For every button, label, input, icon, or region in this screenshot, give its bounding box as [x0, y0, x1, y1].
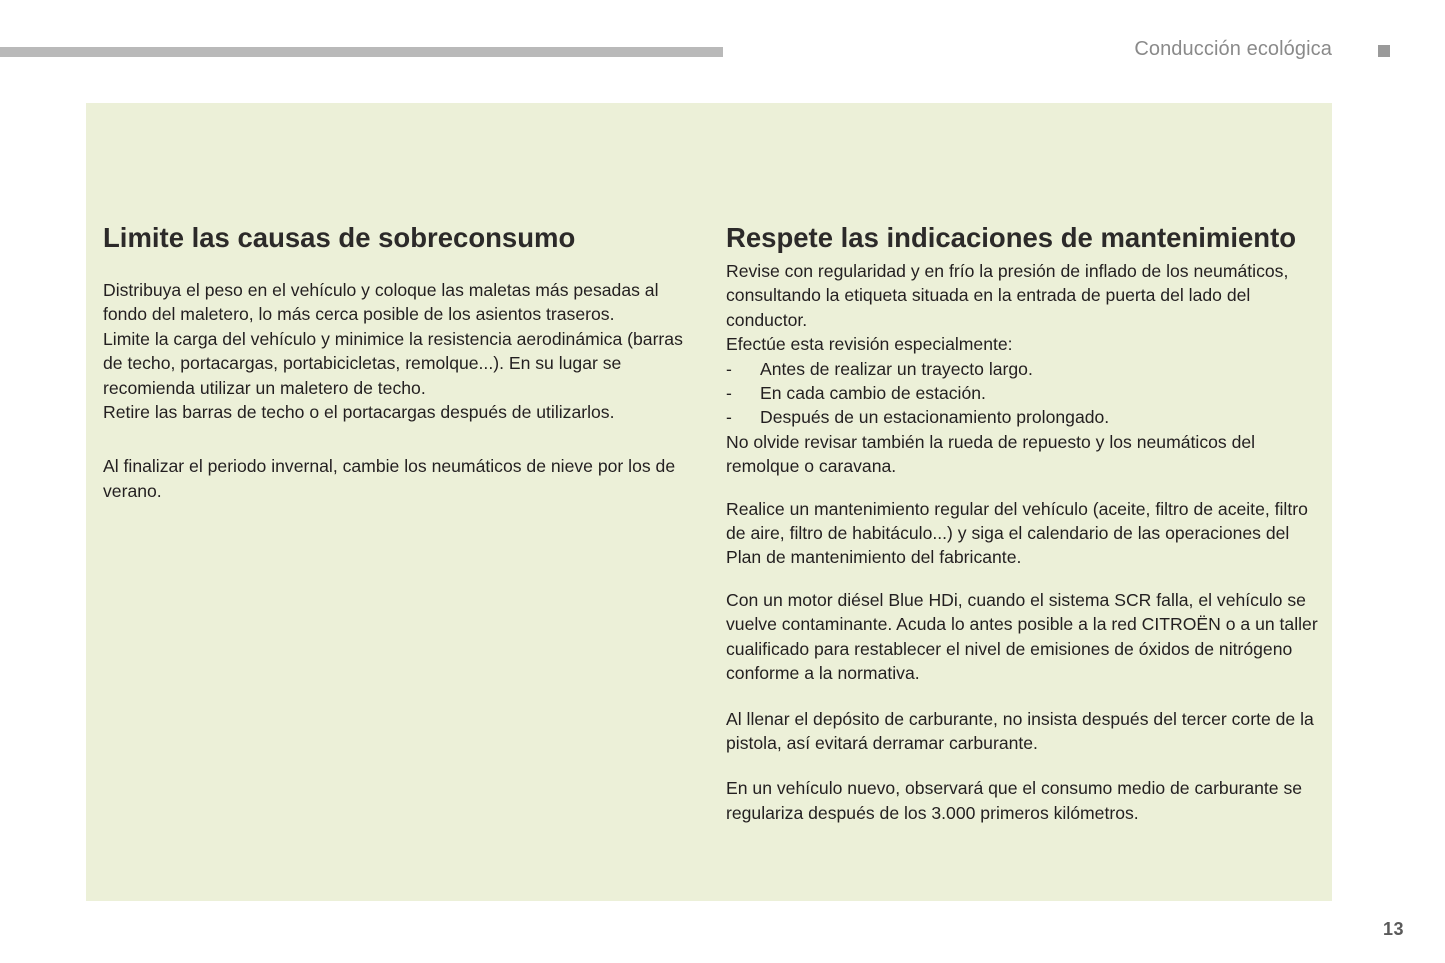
left-column [103, 223, 703, 503]
right-paragraph-1-text: Revise con regularidad y en frío la presión de inflado de los neumáticos, consultando la etiqueta situada en la entrada de puerta del lado del conductor. [726, 261, 1289, 330]
list-item [726, 405, 1326, 429]
check-list [726, 357, 1326, 430]
list-item [726, 381, 1326, 405]
page-number: 13 [1383, 919, 1405, 939]
left-paragraph-1-line: Retire las barras de techo o el portacargas después de utilizarlos. [103, 402, 615, 423]
right-paragraph-2-text: Realice un mantenimiento regular del vehículo (aceite, filtro de aceite, filtro de aire, filtro de habitáculo...) y siga el calendario de las operaciones del Plan de mantenimiento del fabricante. [726, 498, 1308, 568]
right-paragraph-3-text: Con un motor diésel Blue HDi, cuando el sistema SCR falla, el vehículo se vuelve contaminante. Acuda lo antes posible a la red CITROËN o a un taller cualificado para restablecer el nivel de emisiones de óxidos de nitrógeno conforme a la normativa. [726, 589, 1318, 684]
dash-mark: - [726, 383, 732, 404]
header-rule [0, 47, 723, 57]
left-heading: Limite las causas de sobreconsumo [103, 222, 576, 253]
right-paragraph-5-text: En un vehículo nuevo, observará que el consumo medio de carburante se regulariza después de los 3.000 primeros kilómetros. [726, 778, 1303, 823]
left-paragraph-2 [103, 454, 703, 503]
list-item-text: Antes de realizar un trayecto largo. [760, 358, 1033, 379]
right-heading: Respete las indicaciones de mantenimiento [726, 222, 1297, 253]
right-paragraph-4 [726, 707, 1326, 756]
right-paragraph-1-outro: No olvide revisar también la rueda de repuesto y los neumáticos del remolque o caravana. [726, 431, 1256, 477]
dash-mark: - [726, 358, 732, 379]
content-panel [86, 103, 1332, 901]
left-paragraph-2-text: Al finalizar el periodo invernal, cambie los neumáticos de nieve por los de verano. [103, 456, 676, 501]
list-item-text: Después de un estacionamiento prolongado. [760, 407, 1110, 428]
left-paragraph-1-line: Limite la carga del vehículo y minimice la resistencia aerodinámica (barras de techo, portacargas, portabicicletas, remolque...). En su lugar se recomienda utilizar un maletero de techo. [103, 328, 683, 398]
right-column [726, 223, 1326, 825]
list-item-text: En cada cambio de estación. [760, 383, 986, 404]
right-paragraph-2 [726, 497, 1326, 570]
dash-mark: - [726, 407, 732, 428]
section-marker-square [1378, 45, 1390, 57]
left-paragraph-1-line: Distribuya el peso en el vehículo y coloque las maletas más pesadas al fondo del maletero, lo más cerca posible de los asientos traseros. [103, 280, 659, 325]
right-paragraph-4-text: Al llenar el depósito de carburante, no insista después del tercer corte de la pistola, así evitará derramar carburante. [726, 708, 1314, 753]
right-paragraph-3 [726, 588, 1326, 686]
right-paragraph-1 [726, 259, 1326, 479]
right-paragraph-1-intro: Efectúe esta revisión especialmente: [726, 334, 1013, 355]
right-paragraph-5 [726, 776, 1326, 825]
list-item [726, 357, 1326, 381]
left-paragraph-1 [103, 278, 703, 424]
section-title: Conducción ecológica [1134, 38, 1332, 60]
